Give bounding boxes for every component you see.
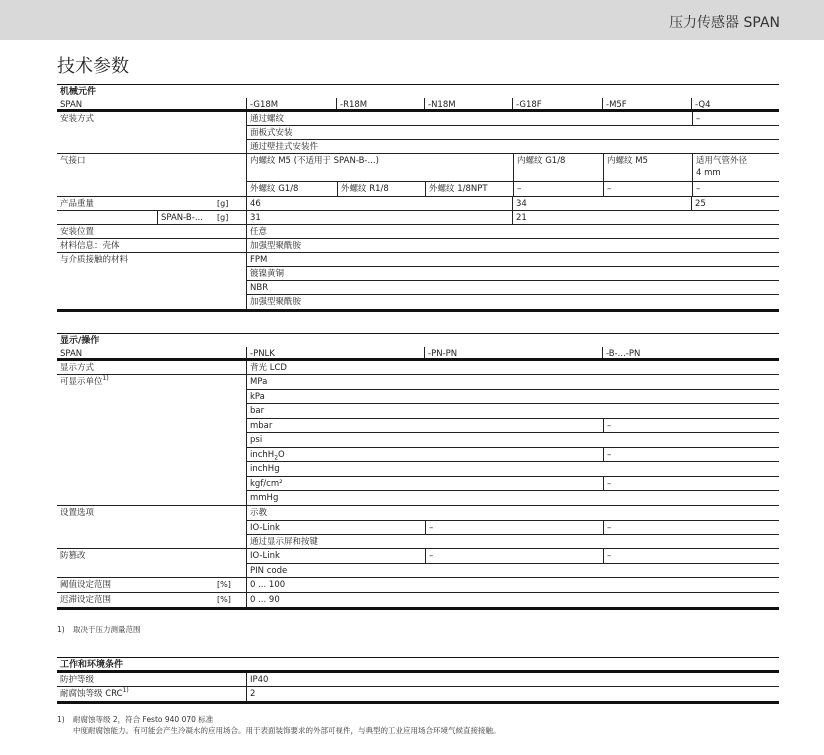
cell: 任意 — [246, 225, 270, 238]
cell: – — [692, 182, 703, 197]
cell: 0 ... 100 — [246, 578, 288, 592]
cell: MPa — [250, 377, 268, 387]
cell: mmHg — [250, 493, 279, 503]
column-header: SPAN — [60, 100, 83, 109]
cell: 31 — [246, 211, 264, 224]
port-group — [57, 154, 779, 197]
unit-label: [g] — [217, 213, 229, 222]
table-row — [246, 564, 779, 579]
table-row — [246, 182, 779, 197]
product-title: 压力传感器 SPAN — [669, 15, 780, 31]
units-group — [57, 375, 779, 506]
table-row — [57, 673, 779, 687]
row-label: 安装方式 — [60, 114, 95, 124]
footnote: 1) 耐腐蚀等级 2，符合 Festo 940 070 标准 中度耐腐蚀能力。有可能会产生冷凝水的应用场合。用于表面装饰要求的外部可视件，与典型的工业应用场合环境气候直接接触。 — [57, 715, 501, 735]
row-label: 迟滞设定范围 — [60, 594, 112, 605]
cell: NBR — [250, 283, 269, 293]
table-row — [246, 419, 779, 434]
environment-table — [57, 657, 779, 704]
table-row — [57, 361, 779, 375]
section-title: 工作和环境条件 — [57, 657, 779, 673]
column-header-row — [57, 98, 779, 112]
row-label: 防护等级 — [60, 675, 95, 685]
cell: 外螺纹 R1/8 — [337, 182, 392, 197]
table-row — [57, 211, 779, 225]
cell: bar — [250, 406, 265, 416]
cell: – — [603, 419, 614, 433]
tamper-group — [57, 549, 779, 578]
table-row — [246, 154, 779, 182]
column-header: -PNLK — [246, 347, 278, 358]
row-label: 产品重量 — [60, 199, 95, 209]
cell: 0 ... 90 — [246, 593, 283, 608]
column-header: -M5F — [602, 98, 630, 109]
cell: – — [603, 521, 614, 535]
row-label: 显示方式 — [60, 363, 95, 373]
table-row — [246, 506, 779, 521]
row-label: 可显示单位$^{1)}$ — [60, 375, 109, 387]
table-row — [246, 535, 779, 549]
cell: – — [425, 549, 436, 563]
cell: kPa — [250, 391, 265, 402]
mount-group — [57, 112, 779, 154]
cell: 内螺纹 G1/8 — [513, 154, 568, 181]
row-label: 防篡改 — [60, 551, 86, 561]
cell: 外螺纹 1/8NPT — [425, 182, 491, 197]
column-header: -G18F — [512, 98, 545, 109]
row-label: 与介质接触的材料 — [60, 255, 129, 265]
cell: – — [603, 549, 614, 563]
cell: 面板式安装 — [250, 128, 293, 138]
column-header: -PN-PN — [424, 347, 460, 358]
media-group — [57, 253, 779, 309]
cell: – — [603, 477, 614, 491]
cell: 镀镍黄铜 — [250, 269, 285, 279]
cell: 34 — [512, 197, 530, 210]
unit-label: [g] — [217, 199, 229, 208]
cell: kgf/cm² — [250, 478, 283, 489]
cell: 2 — [246, 687, 258, 701]
cell: 外螺纹 G1/8 — [250, 184, 299, 194]
cell: psi — [250, 435, 263, 445]
table-row — [246, 140, 779, 154]
column-header: SPAN — [60, 349, 83, 358]
table-row — [246, 390, 779, 405]
table-row — [246, 281, 779, 295]
table-row — [246, 477, 779, 492]
cell: 加强型聚酰胺 — [250, 297, 302, 307]
cell: 通过壁挂式安装件 — [250, 142, 319, 152]
cell: – — [425, 521, 436, 535]
row-label: SPAN-B-... — [157, 211, 206, 224]
cell: 46 — [246, 197, 264, 210]
table-row — [246, 295, 779, 309]
table-row — [246, 404, 779, 419]
setting-group — [57, 506, 779, 549]
row-label: 安装位置 — [60, 227, 95, 237]
column-header: -B-...-PN — [602, 347, 643, 358]
row-label: 耐腐蚀等级 CRC$^{1)}$ — [60, 687, 129, 699]
row-label: 设置选项 — [60, 508, 95, 518]
table-row — [246, 521, 779, 536]
row-label: 气接口 — [60, 156, 86, 166]
table-row — [246, 126, 779, 140]
cell: – — [603, 182, 614, 197]
table-row — [57, 687, 779, 701]
page-header — [0, 0, 824, 40]
table-row — [246, 549, 779, 564]
display-table — [57, 333, 779, 610]
cell: 适用气管外径 4 mm — [692, 154, 750, 181]
table-row — [57, 578, 779, 593]
cell: – — [513, 182, 524, 197]
table-row — [246, 112, 779, 126]
cell: 内螺纹 M5 (不适用于 SPAN-B-...) — [250, 156, 379, 166]
table-row — [246, 491, 779, 506]
cell: FPM — [250, 255, 268, 265]
table-row — [246, 253, 779, 267]
table-row — [57, 593, 779, 608]
cell: mbar — [250, 420, 273, 431]
column-header: -R18M — [336, 98, 370, 109]
cell: 通过显示屏和按键 — [250, 537, 319, 547]
cell: 背光 LCD — [246, 361, 290, 374]
cell: inchH$_2$O — [250, 449, 285, 461]
cell: IO-Link — [250, 522, 280, 533]
cell: – — [692, 112, 703, 125]
cell: IP40 — [246, 673, 271, 686]
footnote: 1) 取决于压力测量范围 — [57, 625, 141, 634]
column-header: -N18M — [424, 98, 459, 109]
cell: IO-Link — [250, 551, 280, 561]
unit-label: [%] — [217, 580, 231, 589]
cell: 通过螺纹 — [250, 114, 285, 124]
table-row — [57, 225, 779, 239]
row-label: 阈值设定范围 — [60, 580, 112, 590]
column-header-row — [57, 347, 779, 361]
cell: PIN code — [250, 565, 288, 576]
page-title: 技术参数 — [57, 56, 129, 77]
table-row — [57, 239, 779, 253]
cell: – — [603, 448, 614, 462]
cell: 25 — [691, 197, 709, 210]
table-row — [246, 433, 779, 448]
cell: 示教 — [250, 508, 268, 518]
table-row — [246, 375, 779, 390]
unit-label: [%] — [217, 594, 231, 604]
section-title: 机械元件 — [57, 84, 779, 98]
cell: inchHg — [250, 464, 280, 474]
table-row — [57, 197, 779, 211]
column-header: -Q4 — [691, 98, 713, 109]
column-header: -G18M — [246, 98, 281, 109]
mechanical-table — [57, 84, 779, 312]
cell: 加强型聚酰胺 — [246, 239, 304, 252]
table-row — [246, 448, 779, 463]
cell: 内螺纹 M5 — [603, 154, 651, 181]
cell: 21 — [512, 211, 530, 224]
row-label: 材料信息：壳体 — [60, 241, 120, 251]
table-row — [246, 267, 779, 281]
table-row — [246, 462, 779, 477]
section-title: 显示/操作 — [57, 333, 779, 347]
